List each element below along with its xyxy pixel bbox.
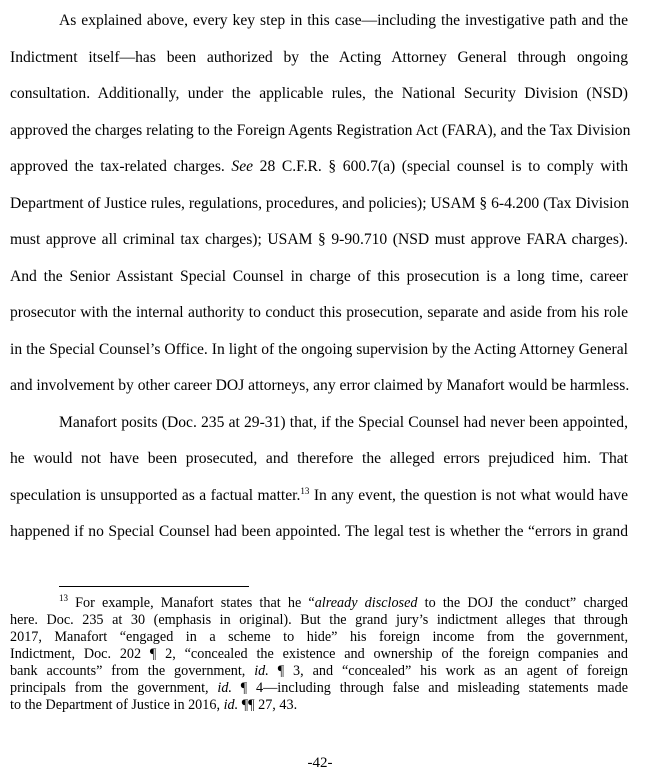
text-run: ¶ 3, and “concealed” his work as an agent of foreign xyxy=(268,663,629,679)
text-run: approved the tax-related charges. xyxy=(10,158,232,175)
citation-id: id. xyxy=(254,663,269,679)
text-line: And the Senior Assistant Special Counsel in charge of this prosecution is a long time, career xyxy=(10,268,628,285)
footnote-line: Indictment, Doc. 202 ¶ 2, “concealed the existence and ownership of the foreign companies and xyxy=(10,646,628,662)
footnote-line xyxy=(59,595,628,611)
text-line: consultation. Additionally, under the applicable rules, the National Security Division (NSD) xyxy=(10,85,628,102)
text-line: Indictment itself—has been authorized by the Acting Attorney General through ongoing xyxy=(10,49,628,66)
page-number: -42- xyxy=(307,755,333,771)
text-run: principals from the government, xyxy=(10,680,218,696)
text-line: approved the charges relating to the Foreign Agents Registration Act (FARA), and the Tax Division xyxy=(10,122,631,139)
text-line: As explained above, every key step in this case—including the investigative path and the xyxy=(59,12,628,29)
text-run: bank accounts” from the government, xyxy=(10,663,255,679)
text-run: 28 C.F.R. § 600.7(a) (special counsel is to comply with xyxy=(253,158,628,175)
footnote-separator xyxy=(59,586,249,587)
text-run: ¶ 4—including through false and misleading statements made xyxy=(231,680,628,696)
text-line: in the Special Counsel’s Office. In light of the ongoing supervision by the Acting Attorney General xyxy=(10,341,628,358)
text-run: For example, Manafort states that he “ xyxy=(68,595,315,611)
text-line xyxy=(10,487,628,505)
text-line: and involvement by other career DOJ attorneys, any error claimed by Manafort would be harmless. xyxy=(10,377,630,394)
footnote-number: 13 xyxy=(59,593,68,603)
text-run: speculation is unsupported as a factual matter. xyxy=(10,487,301,504)
footnote-line xyxy=(10,680,628,696)
text-run: ¶¶ 27, 43. xyxy=(238,697,298,713)
footnote-line xyxy=(10,697,628,713)
footnote-reference[interactable]: 13 xyxy=(300,486,310,496)
citation-id: id. xyxy=(223,697,239,713)
citation-signal: See xyxy=(231,158,254,175)
text-line: he would not have been prosecuted, and therefore the alleged errors prejudiced him. That xyxy=(10,450,628,467)
text-run: to the Department of Justice in 2016, xyxy=(10,697,224,713)
text-run-italic: already disclosed xyxy=(314,595,418,611)
citation-id: id. xyxy=(217,680,232,696)
footnote-line: 2017, Manafort “engaged in a scheme to hide” his foreign income from the government, xyxy=(10,629,628,645)
text-line: happened if no Special Counsel had been appointed. The legal test is whether the “errors in grand xyxy=(10,523,628,540)
text-run: In any event, the question is not what would have xyxy=(309,487,629,504)
footnote-line: here. Doc. 235 at 30 (emphasis in original). But the grand jury’s indictment alleges that through xyxy=(10,612,628,628)
text-run: to the DOJ the conduct” charged xyxy=(417,595,628,611)
text-line: prosecutor with the internal authority to conduct this prosecution, separate and aside from his role xyxy=(10,304,628,321)
text-line: Department of Justice rules, regulations, procedures, and policies); USAM § 6-4.200 (Tax Division xyxy=(10,195,630,212)
text-line: must approve all criminal tax charges); USAM § 9-90.710 (NSD must approve FARA charges). xyxy=(10,231,628,248)
text-line: Manafort posits (Doc. 235 at 29-31) that, if the Special Counsel had never been appointed, xyxy=(59,414,628,431)
text-line xyxy=(10,158,628,176)
footnote-line xyxy=(10,663,628,679)
